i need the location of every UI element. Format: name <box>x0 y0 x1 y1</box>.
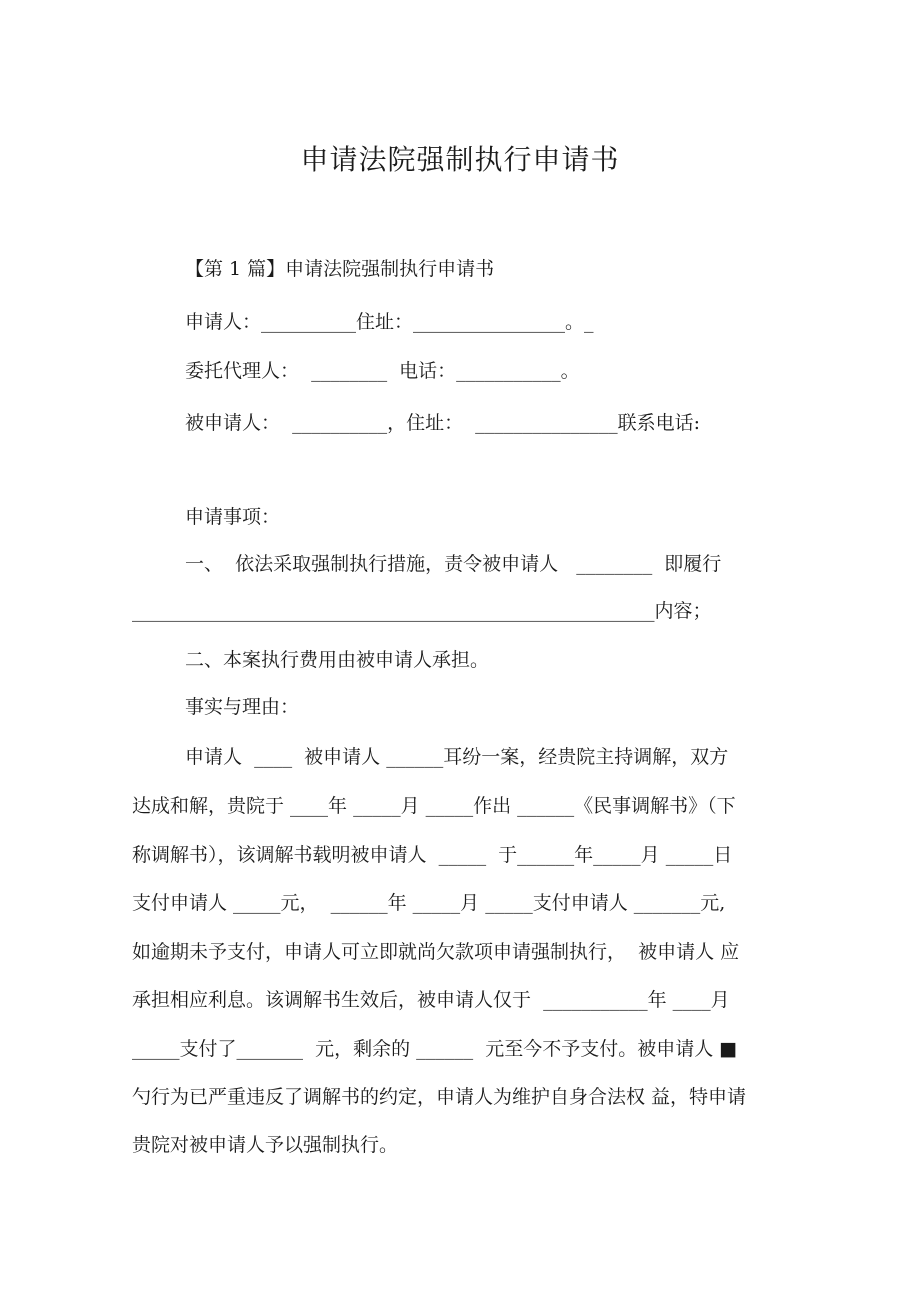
facts-paragraph-line: 承担相应利息。该调解书生效后，被申请人仅于 ___________年 ____月 <box>132 989 730 1011</box>
request-item-2: 二、本案执行费用由被申请人承担。 <box>185 649 490 671</box>
facts-heading: 事实与理由： <box>185 696 300 718</box>
request-items-heading: 申请事项： <box>185 506 281 528</box>
respondent-line: 被申请人： __________，住址： _______________联系电话: <box>185 412 701 434</box>
facts-paragraph-line: 支付申请人 _____元， ______年 _____月 _____支付申请人 _______元, <box>132 892 726 914</box>
agent-line: 委托代理人： ________ 电话：___________。 <box>185 360 580 382</box>
facts-paragraph-line: 如逾期未予支付，申请人可立即就尚欠款项申请强制执行， 被申请人 应 <box>132 941 740 963</box>
facts-paragraph-line: 勺行为已严重违反了调解书的约定，申请人为维护自身合法权 益，特申请 <box>132 1086 747 1108</box>
facts-paragraph-line: 贵院对被申请人予以强制执行。 <box>132 1134 399 1156</box>
facts-paragraph-line: _____支付了_______ 元，剩余的 ______ 元至今不予支付。被申请人 ■ <box>132 1038 738 1060</box>
request-item-1: 一、 依法采取强制执行措施，责令被申请人 ________ 即履行 <box>185 553 722 575</box>
applicant-line: 申请人：__________住址：________________。_ <box>185 311 594 333</box>
document-title: 申请法院强制执行申请书 <box>300 143 620 176</box>
facts-paragraph-line: 称调解书），该调解书载明被申请人 _____ 于______年_____月 _____日 <box>132 844 733 866</box>
section-heading: 【第 1 篇】申请法院强制执行申请书 <box>185 258 495 280</box>
request-item-1-continued: _______________________________________________________内容； <box>132 600 712 622</box>
facts-paragraph-line: 申请人 ____ 被申请人 ______耳纷一案，经贵院主持调解，双方 <box>185 746 729 768</box>
facts-paragraph-line: 达成和解，贵院于 ____年 _____月 _____作出 ______《民事调解书》（下 <box>132 795 736 817</box>
